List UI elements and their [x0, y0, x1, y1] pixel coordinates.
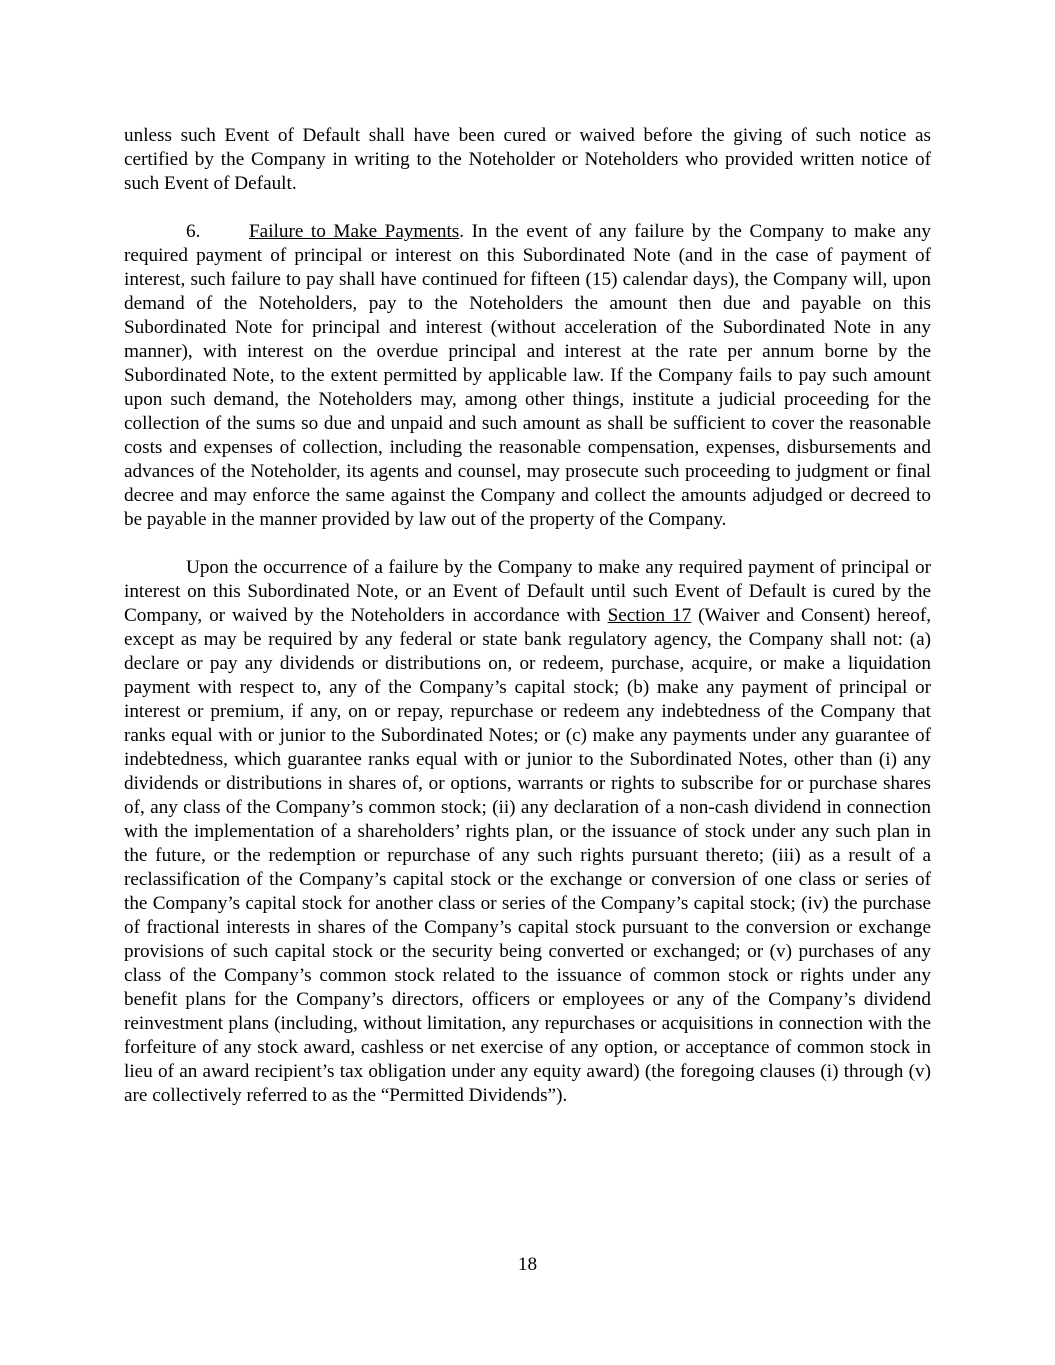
document-page: [124, 124, 931, 1108]
section-reference-link: Section 17: [607, 605, 692, 626]
section-6-paragraph: [124, 220, 931, 532]
page-number: 18: [517, 1254, 538, 1275]
paragraph-continuation: unless such Event of Default shall have been cured or waived before the giving of such notice as certified by the Company in writing to the Noteholder or Noteholders who provided written notice of such Event of Default.: [124, 125, 931, 194]
section-number: 6.: [186, 221, 201, 242]
section-heading: Failure to Make Payments: [249, 221, 460, 242]
restrictions-paragraph: [124, 556, 931, 1108]
section-6-body: In the event of any failure by the Company to make any required payment of principal or interest on this Subordinated Note (and in the case of payment of interest, such failure to pay shall have continued for fifteen (15) calendar days), the Company will, upon demand of the Noteholders, pay to the Noteholders the amount then due and payable on this Subordinated Note for principal and interest (without acceleration of the Subordinated Note in any manner), with interest on the overdue principal and interest at the rate per annum borne by the Subordinated Note, to the extent permitted by applicable law. If the Company fails to pay such amount upon such demand, the Noteholders may, among other things, institute a judicial proceeding for the collection of the sums so due and unpaid and such amount as shall be sufficient to cover the reasonable costs and expenses of collection, including the reasonable compensation, expenses, disbursements and advances of the Noteholder, its agents and counsel, may prosecute such proceeding to judgment or final decree and may enforce the same against the Company and collect the amounts adjudged or decreed to be payable in the manner provided by law out of the property of the Company.: [124, 221, 932, 530]
restrictions-text-after-reference: (Waiver and Consent) hereof, except as may be required by any federal or state bank regulatory agency, the Company shall not: (a) declare or pay any dividends or distributions on, or redeem, purchase, acquire, or make a liquidation payment with respect to, any of the Company’s capital stock; (b) make any payment of principal or interest or premium, if any, on or repay, repurchase or redeem any indebtedness of the Company that ranks equal with or junior to the Subordinated Notes; or (c) make any payments under any guarantee of indebtedness, which guarantee ranks equal with or junior to the Subordinated Notes, other than (i) any dividends or distributions in shares of, or options, warrants or rights to subscribe for or purchase shares of, any class of the Company’s common stock; (ii) any declaration of a non-cash dividend in connection with the implementation of a shareholders’ rights plan, or the issuance of stock under any such plan in the future, or the redemption or repurchase of any such rights pursuant thereto; (iii) as a result of a reclassification of the Company’s capital stock or the exchange or conversion of one class or series of the Company’s capital stock for another class or series of the Company’s capital stock; (iv) the purchase of fractional interests in shares of the Company’s capital stock pursuant to the conversion or exchange provisions of such capital stock or the security being converted or exchanged; or (v) purchases of any class of the Company’s common stock related to the issuance of common stock or rights under any benefit plans for the Company’s directors, officers or employees or any of the Company’s dividend reinvestment plans (including, without limitation, any repurchases or acquisitions in connection with the forfeiture of any stock award, cashless or net exercise of any option, or acceptance of common stock in lieu of an award recipient’s tax obligation under any equity award) (the foregoing clauses (i) through (v) are collectively referred to as the “Permitted Dividends”).: [124, 605, 932, 1106]
paragraph-spacer: [124, 196, 931, 220]
section-heading-punctuation: .: [459, 221, 465, 242]
restrictions-text-before-reference: Upon the occurrence of a failure by the Company to make any required payment of principal or interest on this Subordinated Note, or an Event of Default until such Event of Default is cured by the Company, or waived by the Noteholders in accordance with: [124, 557, 931, 626]
paragraph-spacer: [124, 532, 931, 556]
